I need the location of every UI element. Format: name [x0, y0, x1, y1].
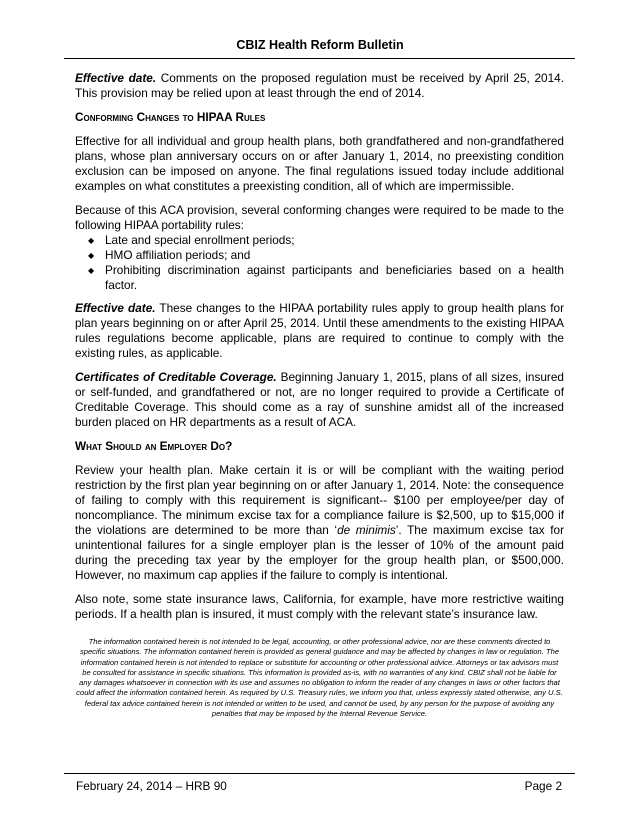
paragraph-hipaa-portability: Because of this ACA provision, several conforming changes were required to be made to the following HIPAA portability rules:: [75, 203, 564, 232]
paragraph-effective-date-1: [75, 71, 564, 101]
paragraph-creditable-coverage: [75, 370, 564, 430]
list-item: ◆ HMO affiliation periods; and: [88, 248, 251, 262]
heading-conforming-changes: Conforming Changes to HIPAA Rules: [75, 110, 266, 124]
header-divider: [64, 58, 575, 59]
text-creditable-coverage: Beginning January 1, 2015, plans of all sizes, insured or self-funded, and grandfathered or not, are no longer required to provide a Certificate of Creditable Coverage. This should come as a ray of sunshine amidst all of the increased burden placed on HR departments as a result of ACA.: [75, 370, 564, 429]
diamond-bullet-icon: ◆: [88, 236, 95, 245]
hipaa-rules-list: [75, 233, 564, 293]
heading-employer-action: What Should an Employer Do?: [75, 439, 233, 453]
paragraph-preexisting-condition: Effective for all individual and group health plans, both grandfathered and non-grandfathered plans, whose plan anniversary occurs on or after January 1, 2014, no preexisting condition exclusion can be imposed on anyone. The final regulations issued today include additional examples on what constitutes a preexisting condition, all of which are impermissible.: [75, 134, 564, 193]
footer-page-number: Page 2: [524, 779, 562, 793]
lead-effective-date-2: Effective date.: [75, 301, 156, 315]
text-effective-date-1: Comments on the proposed regulation must be received by April 25, 2014. This provision may be relied upon at least through the end of 2014.: [75, 71, 564, 100]
text-effective-date-2: These changes to the HIPAA portability rules apply to group health plans for plan years beginning on or after April 25, 2014. Until these amendments to the existing HIPAA rules regulations become applicable, plans are required to continue to comply with the existing rules, as applicable.: [75, 301, 564, 360]
diamond-bullet-icon: ◆: [88, 251, 95, 260]
footer-date-issue: February 24, 2014 – HRB 90: [76, 779, 227, 793]
bulletin-body: [75, 71, 564, 631]
legal-disclaimer: The information contained herein is not intended to be legal, accounting, or other professional advice, nor are these comments directed to specific situations. The information contained herein is provided as general guidance and may be affected by changes in law or regulation. The information contained herein is not intended to replace or substitute for accounting or other professional advice. Attorneys or tax advisors must be consulted for assistance in specific situations. This information is provided as-is, with no warranties of any kind. CBIZ shall not be liable for any damages whatsoever in connection with its use and assumes no obligation to inform the reader of any changes in laws or other factors that could affect the information contained herein. As required by U.S. Treasury rules, we inform you that, unless expressly stated otherwise, any U.S. federal tax advice contained herein is not intended or written to be used, and cannot be used, by any person for the purpose of avoiding any penalties that may be imposed by the Internal Revenue Service.: [76, 637, 563, 719]
paragraph-effective-date-2: [75, 301, 564, 361]
list-item: ◆ Prohibiting discrimination against participants and beneficiaries based on a health factor.: [88, 263, 564, 292]
paragraph-state-insurance-laws: Also note, some state insurance laws, California, for example, have more restrictive waiting periods. If a health plan is insured, it must comply with the relevant state’s insurance law.: [75, 592, 564, 621]
de-minimis-term: de minimis: [337, 523, 396, 537]
list-item: ◆ Late and special enrollment periods;: [88, 233, 295, 247]
diamond-bullet-icon: ◆: [88, 266, 95, 275]
lead-creditable-coverage: Certificates of Creditable Coverage.: [75, 370, 277, 384]
lead-effective-date-1: Effective date.: [75, 71, 157, 85]
paragraph-review-health-plan: Review your health plan. Make certain it is or will be compliant with the waiting period restriction by the first plan year beginning on or after January 1, 2014. Note: the consequence of failing to comply with this requirement is significant-- $100 per employee/per day of noncompliance. The minimum excise tax for a compliance failure is $2,500, up to $15,000 if the violations are determined to be more than ‘de minimis’. The maximum excise tax for unintentional failures for a single employer plan is the lesser of 10% of the amount paid during the preceding tax year by the employer for the group health plan, or $500,000. However, no maximum cap applies if the failure to comply is intentional.: [75, 463, 564, 582]
footer-divider: [64, 773, 575, 774]
page-header-title: CBIZ Health Reform Bulletin: [236, 38, 404, 52]
